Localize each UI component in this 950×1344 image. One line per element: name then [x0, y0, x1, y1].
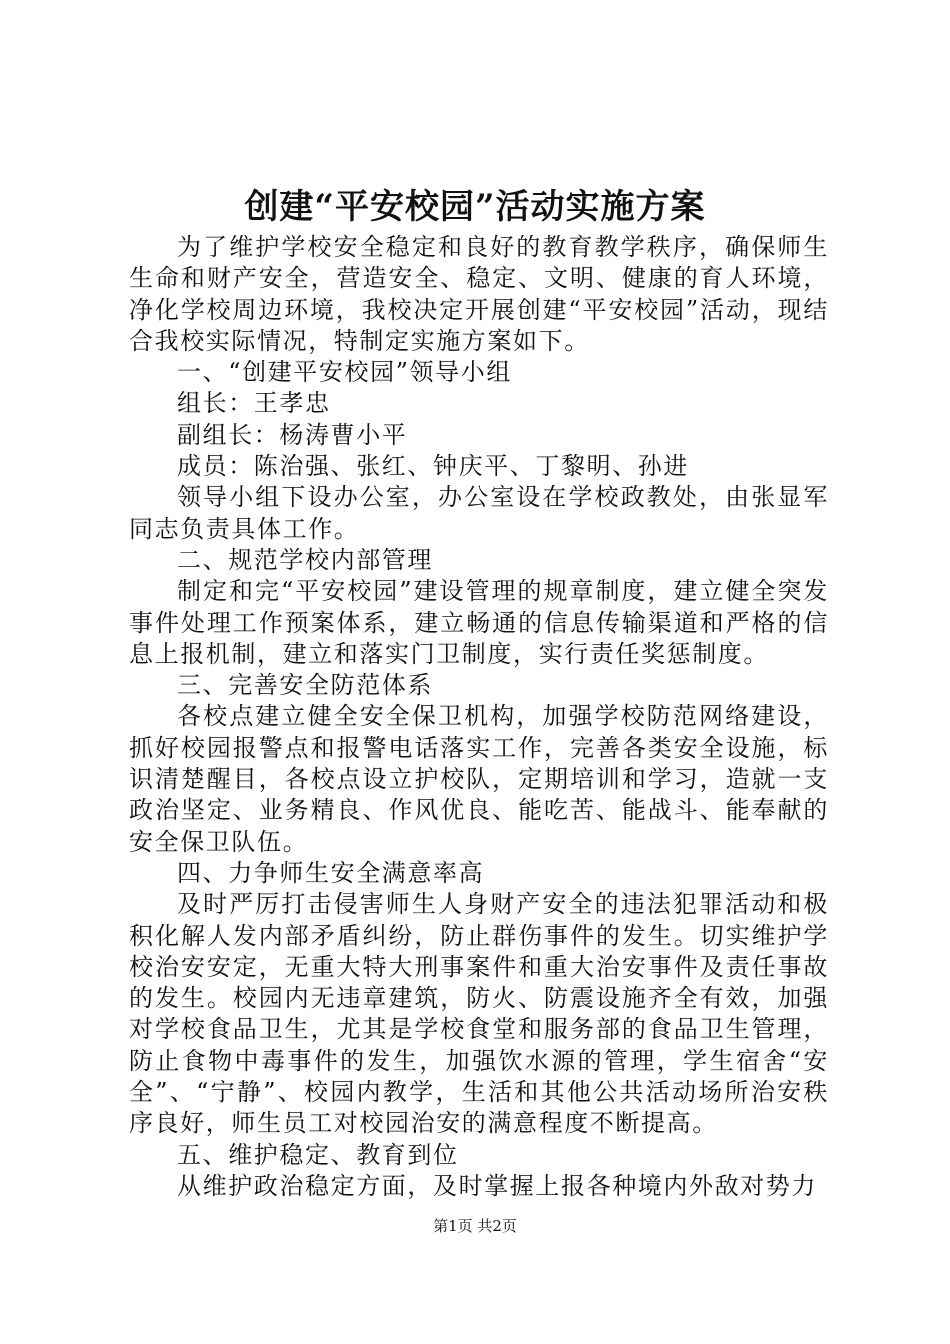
paragraph-satisfaction: 及时严厉打击侵害师生人身财产安全的违法犯罪活动和极积化解人发内部矛盾纠纷，防止群伤事件的发生。切实维护学校治安安定，无重大特大刑事案件和重大治安事件及责任事故的发生。校园内无违章建筑，防火、防震设施齐全有效，加强对学校食品卫生，尤其是学校食堂和服务部的食品卫生管理，防止食物中毒事件的发生，加强饮水源的管理，学生宿舍“安全”、“宁静”、校园内教学，生活和其他公共活动场所治安秩序良好，师生员工对校园治安的满意程度不断提高。: [129, 890, 829, 1138]
document-title: 创建“平安校园”活动实施方案: [244, 187, 706, 227]
section-heading-3: 三、完善安全防范体系: [177, 671, 433, 700]
paragraph-office: 领导小组下设办公室，办公室设在学校政教处，由张显军同志负责具体工作。: [129, 483, 829, 543]
section-heading-1: 一、“创建平安校园”领导小组: [177, 358, 512, 387]
paragraph-stability: 从维护政治稳定方面，及时掌握上报各种境内外敌对势力: [177, 1171, 817, 1200]
section-heading-4: 四、力争师生安全满意率高: [177, 858, 485, 887]
paragraph-intro: 为了维护学校安全稳定和良好的教育教学秩序，确保师生生命和财产安全，营造安全、稳定、文明、健康的育人环境，净化学校周边环境，我校决定开展创建“平安校园”活动，现结合我校实际情况，特制定实施方案如下。: [129, 233, 829, 355]
page-footer: 第1页 共2页: [433, 1217, 517, 1235]
paragraph-security: 各校点建立健全安全保卫机构，加强学校防范网络建设，抓好校园报警点和报警电话落实工作，完善各类安全设施，标识清楚醒目，各校点设立护校队，定期培训和学习，造就一支政治坚定、业务精良、作风优良、能吃苦、能战斗、能奉献的安全保卫队伍。: [129, 702, 829, 856]
leader-line: 组长：王孝忠: [177, 389, 331, 418]
paragraph-management: 制定和完“平安校园”建设管理的规章制度，建立健全突发事件处理工作预案体系，建立畅通的信息传输渠道和严格的信息上报机制，建立和落实门卫制度，实行责任奖惩制度。: [129, 577, 829, 668]
members-line: 成员：陈治强、张红、钟庆平、丁黎明、孙进: [177, 452, 689, 481]
section-heading-5: 五、维护稳定、教育到位: [177, 1140, 459, 1169]
deputy-leader-line: 副组长：杨涛曹小平: [177, 420, 408, 449]
section-heading-2: 二、规范学校内部管理: [177, 545, 433, 574]
document-body: [129, 232, 829, 1202]
